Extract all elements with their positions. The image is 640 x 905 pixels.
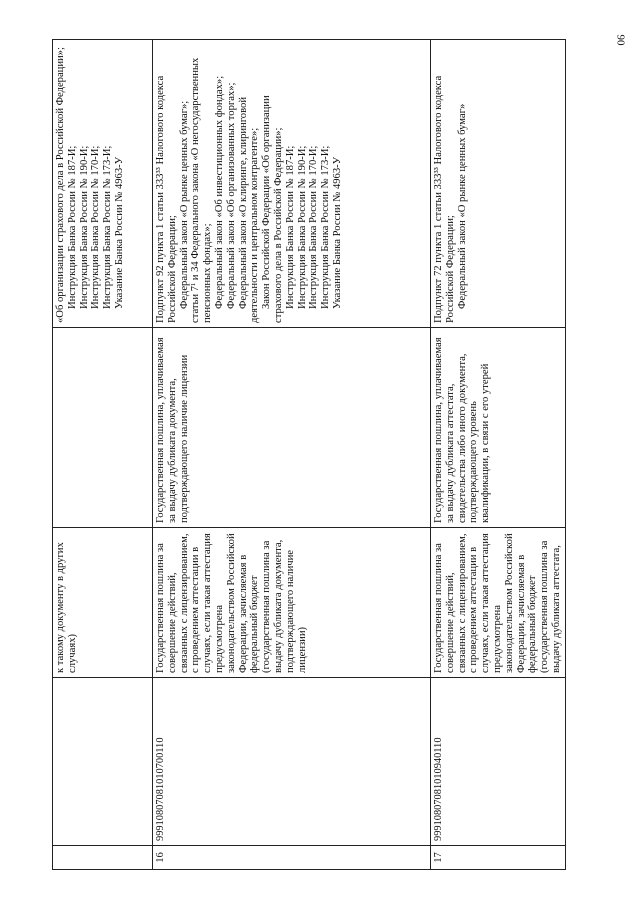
- cell-description: [53, 328, 153, 528]
- cell-code: 99910807081010700110: [153, 678, 431, 846]
- rotated-page-content: [52, 40, 562, 870]
- basis-line: «Об организации страхового дела в Российской Федерации»;: [55, 47, 66, 323]
- basis-line: Федеральный закон «Об организованных торгах»;: [225, 82, 237, 309]
- basis-line: Федеральный закон «О клиринге, клиринговой деятельности и центральном контрагенте»;: [237, 97, 261, 323]
- cell-basis: [153, 40, 431, 328]
- cell-name: к такому документу в других случаях): [53, 528, 153, 678]
- basis-line: Федеральный закон «О рынке ценных бумаг»: [456, 103, 468, 309]
- basis-line: Инструкция Банка России № 190-И;: [296, 145, 308, 309]
- cell-name: Государственная пошлина за совершение действий, связанных с лицензированием, с проведением аттестации в случаях, если такая аттестация предусмотрена законодательством Российской Федерации, зачисляемая в федеральный бюджет (государственная пошлина за выдачу дубликата аттестата,: [431, 528, 566, 678]
- basis-line: Указание Банка России № 4963-У: [113, 156, 125, 309]
- cell-name: Государственная пошлина за совершение действий, связанных с лицензированием, с проведением аттестации в случаях, если такая аттестация предусмотрена законодательством Российской Федерации, зачисляемая в федеральный бюджет (государственная пошлина за выдачу дубликата документа, подтверждающего наличие лицензии): [153, 528, 431, 678]
- table-row: [53, 40, 153, 870]
- cell-num: 16: [153, 846, 431, 870]
- cell-description: Государственная пошлина, уплачиваемая за выдачу дубликата документа, подтверждающего наличие лицензии: [153, 328, 431, 528]
- basis-line: Инструкция Банка России № 190-И;: [78, 145, 90, 309]
- table-row: [153, 40, 431, 870]
- basis-line: Закон Российской Федерации «Об организации страхового дела в Российской Федерации»;: [261, 95, 284, 323]
- basis-line: Подпункт 72 пункта 1 статьи 333³³ Налогового кодекса Российской Федерации;: [433, 75, 456, 323]
- cell-num: 17: [431, 846, 566, 870]
- basis-line: Инструкция Банка России № 170-И;: [90, 145, 102, 309]
- basis-line: Федеральный закон «О рынке ценных бумаг»;: [178, 100, 190, 309]
- fees-table: [52, 39, 566, 870]
- basis-line: Подпункт 92 пункта 1 статьи 333³³ Налогового кодекса Российской Федерации;: [155, 75, 178, 323]
- cell-code: [53, 678, 153, 846]
- basis-line: статьи 7¹ и 34 Федерального закона «О негосударственных пенсионных фондах»;: [190, 57, 214, 323]
- cell-basis: [53, 40, 153, 328]
- page-number: 90: [614, 34, 627, 46]
- cell-code: 99910807081010940110: [431, 678, 566, 846]
- table-row: [431, 40, 566, 870]
- basis-line: Инструкция Банка России № 187-И;: [284, 145, 296, 309]
- basis-line: Инструкция Банка России № 170-И;: [308, 145, 320, 309]
- cell-description: Государственная пошлина, уплачиваемая за выдачу дубликата аттестата, свидетельства либо иного документа, подтверждающего уровень квалификации, в связи с его утерей: [431, 328, 566, 528]
- basis-line: Указание Банка России № 4963-У: [331, 156, 343, 309]
- cell-num: [53, 846, 153, 870]
- basis-line: Инструкция Банка России № 187-И;: [66, 145, 78, 309]
- basis-line: Инструкция Банка России № 173-И;: [102, 145, 114, 309]
- basis-line: Федеральный закон «Об инвестиционных фондах»;: [213, 75, 225, 309]
- basis-line: Инструкция Банка России № 173-И;: [320, 145, 332, 309]
- cell-basis: [431, 40, 566, 328]
